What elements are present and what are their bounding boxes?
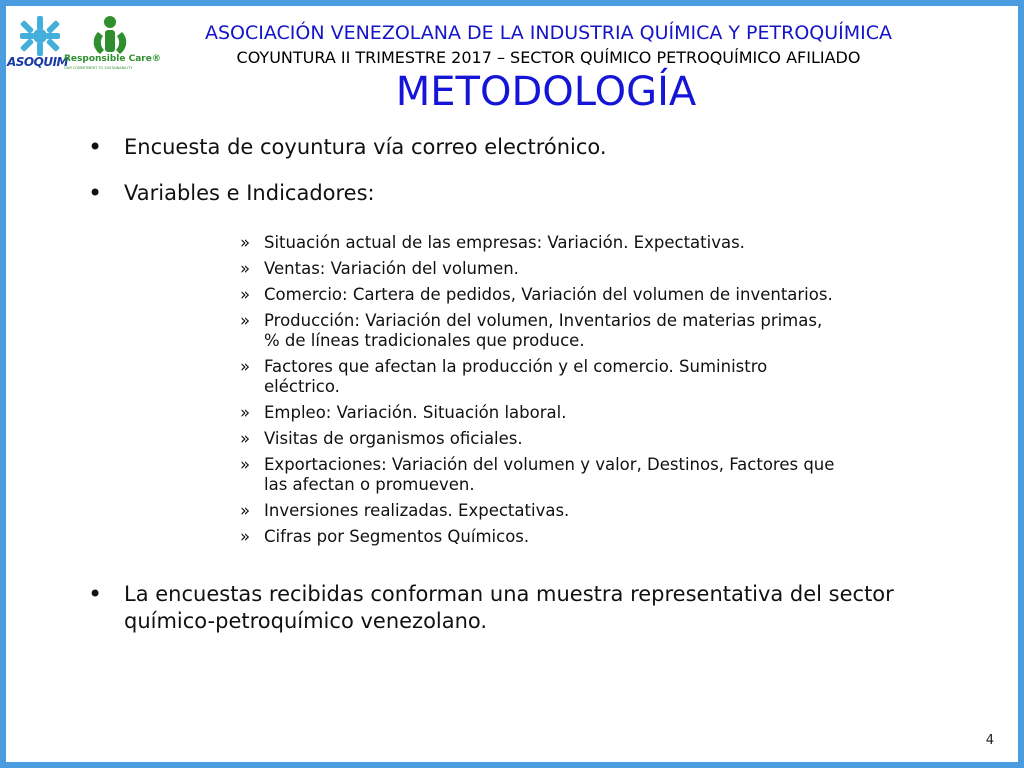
responsible-care-tagline: OUR COMMITMENT TO SUSTAINABILITY [64, 66, 133, 70]
sub-bullet-marker: » [240, 527, 251, 546]
sub-bullet-marker: » [240, 357, 251, 376]
list-item-text: Cifras por Segmentos Químicos. [264, 527, 530, 546]
bullet-dot: • [88, 179, 103, 207]
bullet-text: La encuestas recibidas conforman una muestra representativa del sector químico-petroquímico venezolano. [124, 582, 894, 633]
indicators-list [236, 233, 996, 553]
responsible-care-wordmark: Responsible Care® [64, 54, 161, 64]
sub-bullet-marker: » [240, 311, 251, 330]
list-item-text: Visitas de organismos oficiales. [264, 429, 523, 448]
list-item-text: Situación actual de las empresas: Variación. Expectativas. [264, 233, 745, 252]
list-item-text: Empleo: Variación. Situación laboral. [264, 403, 567, 422]
slide-title: METODOLOGÍA [395, 69, 697, 115]
asoquim-wordmark: ASOQUIM [7, 55, 68, 69]
list-item [236, 233, 996, 253]
list-item [236, 527, 996, 547]
list-item [236, 311, 996, 351]
list-item-text: Comercio: Cartera de pedidos, Variación del volumen de inventarios. [264, 285, 833, 304]
bullet-text: Variables e Indicadores: [124, 181, 375, 205]
list-item [236, 285, 996, 305]
list-item-text: Factores que afectan la producción y el comercio. Suministro eléctrico. [264, 357, 768, 396]
slide [6, 6, 1018, 762]
organization-title: ASOCIACIÓN VENEZOLANA DE LA INDUSTRIA QUÍMICA Y PETROQUÍMICA [204, 22, 893, 44]
sub-bullet-marker: » [240, 429, 251, 448]
sub-bullet-marker: » [240, 501, 251, 520]
list-item [236, 429, 996, 449]
sub-bullet-marker: » [240, 259, 251, 278]
list-item-text: Exportaciones: Variación del volumen y valor, Destinos, Factores que las afectan o promueven. [264, 455, 835, 494]
list-item [236, 455, 996, 495]
sub-bullet-marker: » [240, 455, 251, 474]
report-subtitle: COYUNTURA II TRIMESTRE 2017 – SECTOR QUÍMICO PETROQUÍMICO AFILIADO [236, 48, 861, 67]
sub-bullet-marker: » [240, 285, 251, 304]
bullet-dot: • [88, 580, 103, 608]
list-item [236, 403, 996, 423]
list-item [236, 357, 996, 397]
bullet-text: Encuesta de coyuntura vía correo electrónico. [124, 135, 607, 159]
list-item-text: Ventas: Variación del volumen. [264, 259, 519, 278]
list-item [236, 501, 996, 521]
bullet-dot: • [88, 133, 103, 161]
list-item [236, 259, 996, 279]
list-item-text: Inversiones realizadas. Expectativas. [264, 501, 570, 520]
sub-bullet-marker: » [240, 233, 251, 252]
page-number: 4 [985, 733, 994, 748]
list-item-text: Producción: Variación del volumen, Inventarios de materias primas, % de líneas tradicionales que produce. [264, 311, 823, 350]
sub-bullet-marker: » [240, 403, 251, 422]
